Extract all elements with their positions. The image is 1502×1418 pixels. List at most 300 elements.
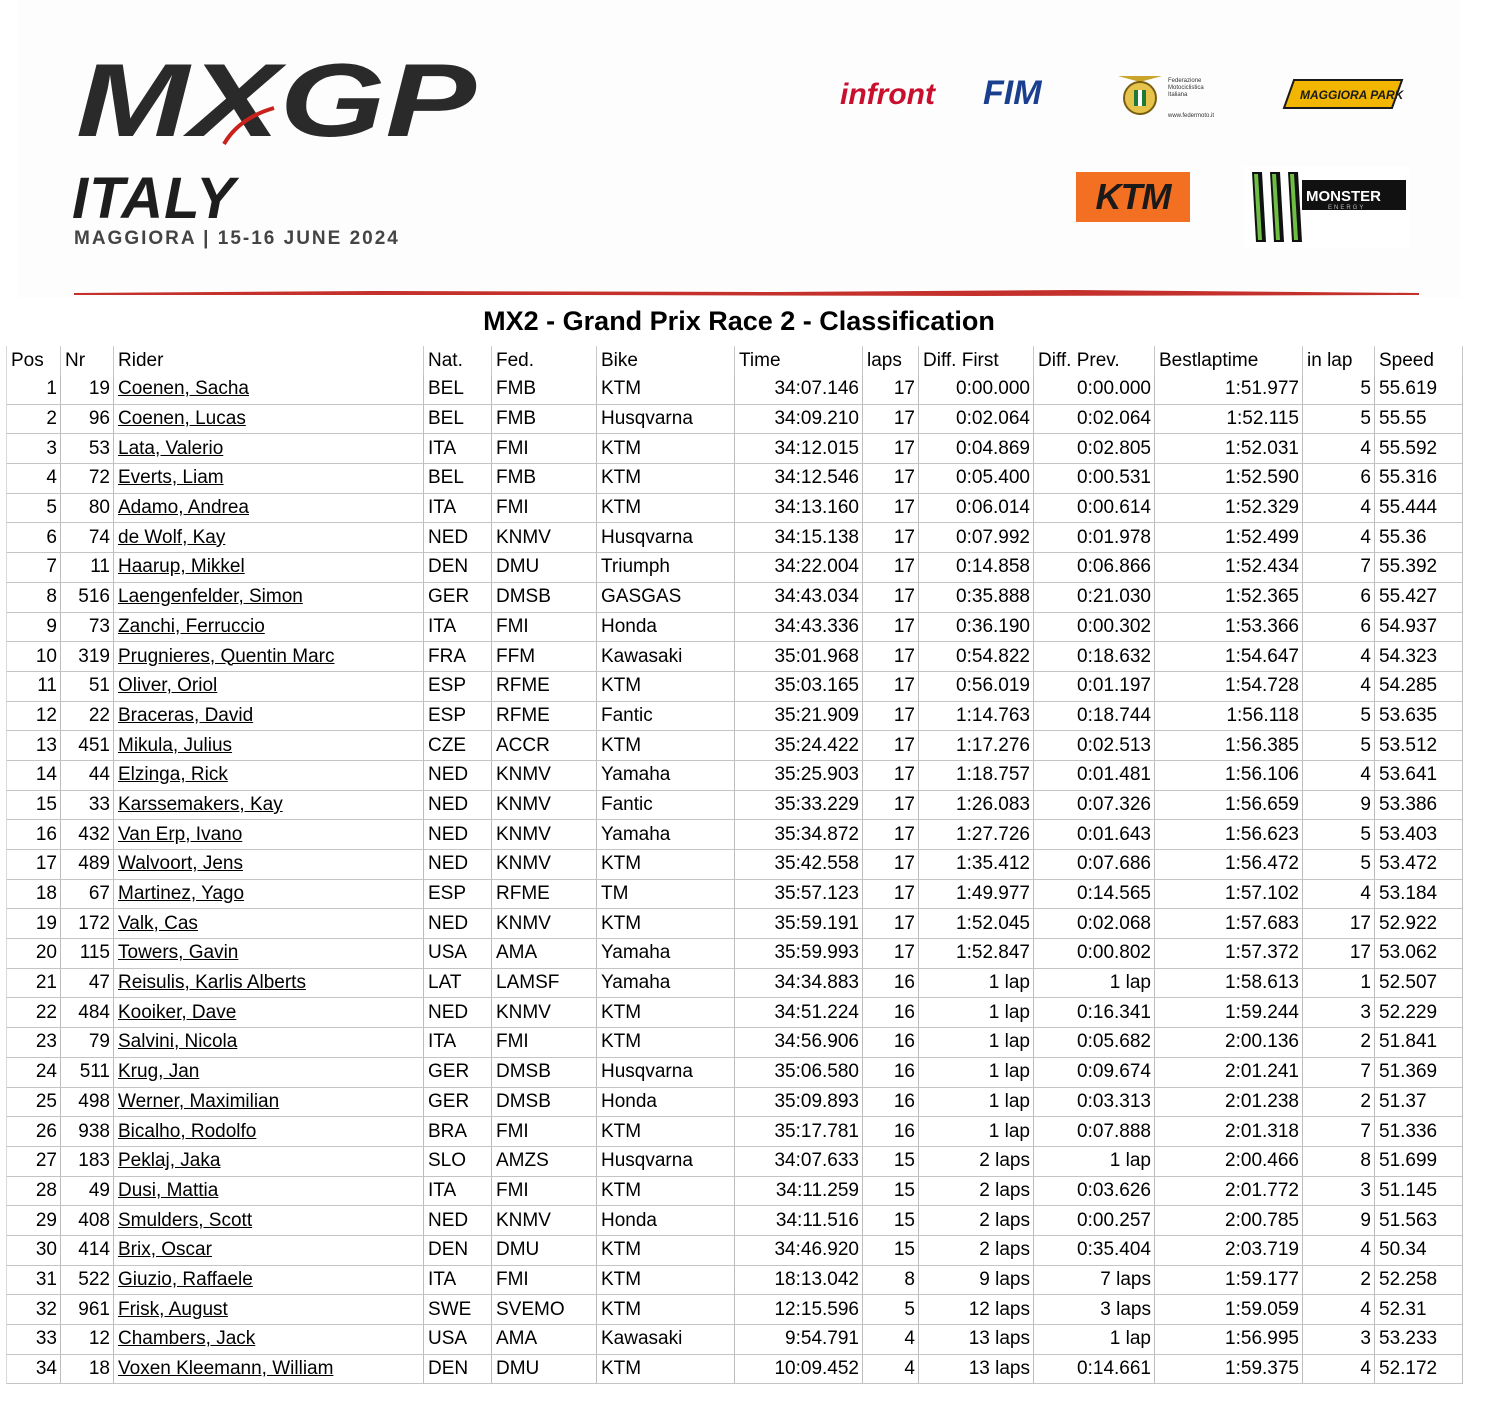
cell-fed: RFME (492, 702, 597, 732)
cell-time: 34:22.004 (735, 553, 863, 583)
cell-pos: 34 (6, 1355, 61, 1385)
cell-time: 34:07.146 (735, 375, 863, 405)
cell-pos: 3 (6, 434, 61, 464)
cell-speed: 50.34 (1375, 1236, 1463, 1266)
cell-nr: 51 (61, 672, 114, 702)
cell-diff-first: 1 lap (919, 998, 1034, 1028)
cell-diff-prev: 0:01.978 (1034, 523, 1155, 553)
cell-time: 34:15.138 (735, 523, 863, 553)
cell-time: 35:33.229 (735, 791, 863, 821)
cell-bike: GASGAS (597, 583, 735, 613)
cell-time: 9:54.791 (735, 1325, 863, 1355)
cell-nr: 19 (61, 375, 114, 405)
cell-diff-first: 0:54.822 (919, 642, 1034, 672)
cell-time: 34:12.546 (735, 464, 863, 494)
monster-text: MONSTER (1306, 188, 1381, 205)
cell-speed: 52.229 (1375, 998, 1463, 1028)
cell-rider[interactable]: Karssemakers, Kay (114, 791, 424, 821)
cell-pos: 4 (6, 464, 61, 494)
cell-in-lap: 4 (1303, 880, 1375, 910)
cell-nr: 49 (61, 1177, 114, 1207)
cell-diff-first: 1:52.045 (919, 909, 1034, 939)
column-header-in-lap: in lap (1303, 346, 1375, 375)
fmi-emblem-icon (1114, 70, 1166, 122)
cell-rider[interactable]: Oliver, Oriol (114, 672, 424, 702)
cell-rider[interactable]: Salvini, Nicola (114, 1028, 424, 1058)
cell-diff-first: 2 laps (919, 1177, 1034, 1207)
cell-fed: DMU (492, 1355, 597, 1385)
table-row (6, 969, 1463, 999)
cell-time: 34:11.259 (735, 1177, 863, 1207)
cell-laps: 5 (863, 1295, 919, 1325)
cell-time: 35:03.165 (735, 672, 863, 702)
cell-diff-prev: 0:14.565 (1034, 880, 1155, 910)
cell-diff-prev: 0:05.682 (1034, 1028, 1155, 1058)
cell-diff-first: 0:35.888 (919, 583, 1034, 613)
cell-nat: GER (424, 1058, 492, 1088)
cell-nat: GER (424, 1088, 492, 1118)
cell-laps: 17 (863, 613, 919, 643)
cell-rider[interactable]: Brix, Oscar (114, 1236, 424, 1266)
cell-diff-prev: 0:01.197 (1034, 672, 1155, 702)
cell-bike: KTM (597, 1117, 735, 1147)
column-header-nat: Nat. (424, 346, 492, 375)
cell-rider[interactable]: Werner, Maximilian (114, 1088, 424, 1118)
cell-speed: 53.233 (1375, 1325, 1463, 1355)
cell-pos: 16 (6, 820, 61, 850)
cell-nr: 489 (61, 850, 114, 880)
event-banner (18, 0, 1460, 298)
cell-fed: SVEMO (492, 1295, 597, 1325)
cell-laps: 17 (863, 820, 919, 850)
cell-nr: 498 (61, 1088, 114, 1118)
cell-nr: 432 (61, 820, 114, 850)
cell-time: 12:15.596 (735, 1295, 863, 1325)
cell-nr: 961 (61, 1295, 114, 1325)
fmi-url: www.federmoto.it (1168, 113, 1215, 119)
cell-laps: 17 (863, 791, 919, 821)
cell-in-lap: 4 (1303, 523, 1375, 553)
table-row (6, 464, 1463, 494)
cell-laps: 17 (863, 523, 919, 553)
cell-pos: 32 (6, 1295, 61, 1325)
cell-pos: 6 (6, 523, 61, 553)
cell-pos: 24 (6, 1058, 61, 1088)
cell-rider[interactable]: Van Erp, Ivano (114, 820, 424, 850)
cell-diff-first: 13 laps (919, 1355, 1034, 1385)
cell-nr: 319 (61, 642, 114, 672)
cell-bestlaptime: 1:56.118 (1155, 702, 1303, 732)
column-header-pos: Pos (6, 346, 61, 375)
cell-in-lap: 9 (1303, 1206, 1375, 1236)
cell-nat: ITA (424, 434, 492, 464)
table-row (6, 1058, 1463, 1088)
cell-time: 35:25.903 (735, 761, 863, 791)
event-venue-date: MAGGIORA | 15-16 JUNE 2024 (74, 228, 400, 249)
cell-in-lap: 4 (1303, 761, 1375, 791)
cell-rider[interactable]: Reisulis, Karlis Alberts (114, 969, 424, 999)
cell-nr: 53 (61, 434, 114, 464)
cell-time: 34:13.160 (735, 494, 863, 524)
cell-speed: 55.619 (1375, 375, 1463, 405)
cell-pos: 23 (6, 1028, 61, 1058)
cell-diff-first: 1:27.726 (919, 820, 1034, 850)
cell-bike: Honda (597, 1206, 735, 1236)
cell-time: 35:21.909 (735, 702, 863, 732)
cell-nat: SWE (424, 1295, 492, 1325)
cell-rider[interactable]: Martinez, Yago (114, 880, 424, 910)
cell-in-lap: 5 (1303, 850, 1375, 880)
maggiora-park-badge (1280, 78, 1406, 110)
cell-in-lap: 6 (1303, 583, 1375, 613)
cell-diff-first: 9 laps (919, 1266, 1034, 1296)
cell-nat: USA (424, 939, 492, 969)
mxgp-logo-text: MXGP (76, 48, 477, 159)
cell-bike: Honda (597, 1088, 735, 1118)
cell-nat: ESP (424, 672, 492, 702)
cell-nat: NED (424, 820, 492, 850)
cell-bestlaptime: 2:00.466 (1155, 1147, 1303, 1177)
cell-in-lap: 3 (1303, 1177, 1375, 1207)
cell-rider[interactable]: Elzinga, Rick (114, 761, 424, 791)
cell-laps: 8 (863, 1266, 919, 1296)
cell-bestlaptime: 1:57.683 (1155, 909, 1303, 939)
cell-time: 34:46.920 (735, 1236, 863, 1266)
cell-fed: DMSB (492, 583, 597, 613)
cell-laps: 17 (863, 375, 919, 405)
cell-laps: 15 (863, 1147, 919, 1177)
cell-rider[interactable]: Adamo, Andrea (114, 494, 424, 524)
cell-pos: 18 (6, 880, 61, 910)
cell-laps: 17 (863, 405, 919, 435)
cell-laps: 17 (863, 434, 919, 464)
cell-nat: BEL (424, 405, 492, 435)
cell-diff-first: 13 laps (919, 1325, 1034, 1355)
cell-diff-first: 0:07.992 (919, 523, 1034, 553)
cell-rider[interactable]: Chambers, Jack (114, 1325, 424, 1355)
cell-bestlaptime: 1:56.106 (1155, 761, 1303, 791)
cell-bestlaptime: 1:56.659 (1155, 791, 1303, 821)
cell-pos: 31 (6, 1266, 61, 1296)
cell-nr: 44 (61, 761, 114, 791)
cell-pos: 21 (6, 969, 61, 999)
cell-nr: 18 (61, 1355, 114, 1385)
cell-bike: Fantic (597, 791, 735, 821)
cell-in-lap: 4 (1303, 1355, 1375, 1385)
cell-time: 35:01.968 (735, 642, 863, 672)
cell-pos: 28 (6, 1177, 61, 1207)
cell-bike: KTM (597, 1295, 735, 1325)
cell-rider[interactable]: Dusi, Mattia (114, 1177, 424, 1207)
cell-rider[interactable]: Valk, Cas (114, 909, 424, 939)
cell-rider[interactable]: Haarup, Mikkel (114, 553, 424, 583)
cell-nr: 73 (61, 613, 114, 643)
cell-nr: 451 (61, 731, 114, 761)
cell-bestlaptime: 2:03.719 (1155, 1236, 1303, 1266)
cell-nat: DEN (424, 553, 492, 583)
cell-speed: 51.563 (1375, 1206, 1463, 1236)
cell-fed: KNMV (492, 909, 597, 939)
cell-bestlaptime: 1:52.031 (1155, 434, 1303, 464)
cell-rider[interactable]: Peklaj, Jaka (114, 1147, 424, 1177)
cell-rider[interactable]: Kooiker, Dave (114, 998, 424, 1028)
cell-pos: 17 (6, 850, 61, 880)
cell-speed: 51.37 (1375, 1088, 1463, 1118)
cell-diff-prev: 0:03.626 (1034, 1177, 1155, 1207)
cell-bike: TM (597, 880, 735, 910)
cell-diff-prev: 0:07.888 (1034, 1117, 1155, 1147)
cell-in-lap: 17 (1303, 939, 1375, 969)
cell-fed: FMB (492, 464, 597, 494)
cell-bestlaptime: 2:01.241 (1155, 1058, 1303, 1088)
cell-pos: 29 (6, 1206, 61, 1236)
table-row (6, 642, 1463, 672)
cell-in-lap: 5 (1303, 731, 1375, 761)
cell-nat: FRA (424, 642, 492, 672)
cell-bestlaptime: 1:57.102 (1155, 880, 1303, 910)
cell-speed: 55.592 (1375, 434, 1463, 464)
cell-time: 35:34.872 (735, 820, 863, 850)
table-row (6, 583, 1463, 613)
cell-time: 35:59.993 (735, 939, 863, 969)
cell-pos: 12 (6, 702, 61, 732)
cell-speed: 54.323 (1375, 642, 1463, 672)
cell-fed: DMU (492, 1236, 597, 1266)
cell-bike: Husqvarna (597, 1058, 735, 1088)
cell-pos: 20 (6, 939, 61, 969)
cell-diff-prev: 0:21.030 (1034, 583, 1155, 613)
cell-laps: 16 (863, 1088, 919, 1118)
cell-fed: DMSB (492, 1088, 597, 1118)
cell-bike: Fantic (597, 702, 735, 732)
cell-pos: 9 (6, 613, 61, 643)
cell-pos: 25 (6, 1088, 61, 1118)
table-row (6, 1325, 1463, 1355)
cell-nr: 522 (61, 1266, 114, 1296)
cell-laps: 17 (863, 642, 919, 672)
cell-bestlaptime: 1:59.375 (1155, 1355, 1303, 1385)
cell-fed: KNMV (492, 998, 597, 1028)
table-row (6, 1088, 1463, 1118)
cell-diff-first: 1 lap (919, 969, 1034, 999)
cell-rider[interactable]: Bicalho, Rodolfo (114, 1117, 424, 1147)
cell-rider[interactable]: Frisk, August (114, 1295, 424, 1325)
cell-fed: KNMV (492, 850, 597, 880)
column-header-bestlaptime: Bestlaptime (1155, 346, 1303, 375)
cell-pos: 13 (6, 731, 61, 761)
cell-nat: ESP (424, 702, 492, 732)
table-row (6, 1266, 1463, 1296)
cell-diff-first: 12 laps (919, 1295, 1034, 1325)
cell-nat: ITA (424, 1028, 492, 1058)
cell-nr: 11 (61, 553, 114, 583)
cell-nr: 47 (61, 969, 114, 999)
cell-nat: NED (424, 523, 492, 553)
cell-rider[interactable]: Giuzio, Raffaele (114, 1266, 424, 1296)
page-title: MX2 - Grand Prix Race 2 - Classification (483, 306, 995, 336)
cell-laps: 15 (863, 1206, 919, 1236)
cell-fed: ACCR (492, 731, 597, 761)
cell-nat: BEL (424, 464, 492, 494)
column-header-fed: Fed. (492, 346, 597, 375)
cell-rider[interactable]: Coenen, Lucas (114, 405, 424, 435)
cell-nr: 516 (61, 583, 114, 613)
cell-laps: 17 (863, 494, 919, 524)
cell-rider[interactable]: Towers, Gavin (114, 939, 424, 969)
cell-rider[interactable]: Zanchi, Ferruccio (114, 613, 424, 643)
cell-diff-prev: 0:00.302 (1034, 613, 1155, 643)
cell-bestlaptime: 1:59.059 (1155, 1295, 1303, 1325)
cell-pos: 26 (6, 1117, 61, 1147)
cell-time: 10:09.452 (735, 1355, 863, 1385)
cell-laps: 15 (863, 1236, 919, 1266)
cell-fed: DMSB (492, 1058, 597, 1088)
table-row (6, 1236, 1463, 1266)
cell-rider[interactable]: Krug, Jan (114, 1058, 424, 1088)
cell-diff-first: 0:36.190 (919, 613, 1034, 643)
cell-diff-prev: 1 lap (1034, 1325, 1155, 1355)
cell-in-lap: 7 (1303, 1117, 1375, 1147)
cell-time: 35:57.123 (735, 880, 863, 910)
cell-bike: Honda (597, 613, 735, 643)
cell-time: 34:51.224 (735, 998, 863, 1028)
cell-diff-prev: 0:06.866 (1034, 553, 1155, 583)
cell-diff-prev: 0:18.632 (1034, 642, 1155, 672)
cell-time: 34:12.015 (735, 434, 863, 464)
cell-speed: 52.258 (1375, 1266, 1463, 1296)
cell-speed: 55.55 (1375, 405, 1463, 435)
cell-rider[interactable]: Lata, Valerio (114, 434, 424, 464)
cell-diff-first: 2 laps (919, 1206, 1034, 1236)
table-row (6, 850, 1463, 880)
cell-bestlaptime: 1:54.647 (1155, 642, 1303, 672)
cell-in-lap: 2 (1303, 1028, 1375, 1058)
cell-bike: KTM (597, 850, 735, 880)
cell-time: 35:24.422 (735, 731, 863, 761)
table-row (6, 494, 1463, 524)
cell-rider[interactable]: Braceras, David (114, 702, 424, 732)
table-row (6, 1028, 1463, 1058)
cell-nat: ITA (424, 613, 492, 643)
cell-in-lap: 4 (1303, 1236, 1375, 1266)
cell-fed: KNMV (492, 820, 597, 850)
cell-laps: 16 (863, 1117, 919, 1147)
cell-bike: KTM (597, 494, 735, 524)
cell-in-lap: 9 (1303, 791, 1375, 821)
column-header-rider: Rider (114, 346, 424, 375)
cell-fed: FFM (492, 642, 597, 672)
cell-diff-first: 1:26.083 (919, 791, 1034, 821)
cell-rider[interactable]: Walvoort, Jens (114, 850, 424, 880)
cell-bestlaptime: 1:56.623 (1155, 820, 1303, 850)
cell-diff-first: 0:05.400 (919, 464, 1034, 494)
infront-logo: infront (840, 78, 935, 111)
cell-fed: FMB (492, 405, 597, 435)
cell-bike: KTM (597, 998, 735, 1028)
cell-diff-prev: 0:02.805 (1034, 434, 1155, 464)
cell-diff-prev: 0:01.481 (1034, 761, 1155, 791)
cell-rider[interactable]: Smulders, Scott (114, 1206, 424, 1236)
cell-diff-first: 0:14.858 (919, 553, 1034, 583)
cell-nat: NED (424, 791, 492, 821)
table-row (6, 1355, 1463, 1385)
cell-speed: 52.507 (1375, 969, 1463, 999)
cell-laps: 16 (863, 998, 919, 1028)
cell-in-lap: 6 (1303, 464, 1375, 494)
cell-nat: LAT (424, 969, 492, 999)
cell-nr: 484 (61, 998, 114, 1028)
cell-fed: RFME (492, 880, 597, 910)
cell-fed: KNMV (492, 761, 597, 791)
cell-speed: 55.392 (1375, 553, 1463, 583)
cell-laps: 17 (863, 583, 919, 613)
cell-pos: 19 (6, 909, 61, 939)
cell-in-lap: 4 (1303, 1295, 1375, 1325)
cell-in-lap: 4 (1303, 672, 1375, 702)
cell-rider[interactable]: Mikula, Julius (114, 731, 424, 761)
cell-bike: KTM (597, 1236, 735, 1266)
cell-speed: 55.36 (1375, 523, 1463, 553)
cell-nat: NED (424, 909, 492, 939)
cell-bestlaptime: 2:01.772 (1155, 1177, 1303, 1207)
cell-pos: 1 (6, 375, 61, 405)
cell-bestlaptime: 1:52.434 (1155, 553, 1303, 583)
cell-nat: DEN (424, 1236, 492, 1266)
cell-rider[interactable]: Voxen Kleemann, William (114, 1355, 424, 1385)
cell-rider[interactable]: Laengenfelder, Simon (114, 583, 424, 613)
cell-diff-prev: 1 lap (1034, 1147, 1155, 1177)
cell-time: 35:09.893 (735, 1088, 863, 1118)
cell-bestlaptime: 1:54.728 (1155, 672, 1303, 702)
cell-speed: 54.285 (1375, 672, 1463, 702)
cell-pos: 27 (6, 1147, 61, 1177)
cell-nat: ITA (424, 494, 492, 524)
cell-rider[interactable]: Prugnieres, Quentin Marc (114, 642, 424, 672)
table-row (6, 791, 1463, 821)
cell-diff-prev: 0:02.064 (1034, 405, 1155, 435)
cell-laps: 17 (863, 672, 919, 702)
cell-nat: ITA (424, 1177, 492, 1207)
cell-nat: BRA (424, 1117, 492, 1147)
table-row (6, 1117, 1463, 1147)
cell-bestlaptime: 1:56.472 (1155, 850, 1303, 880)
cell-laps: 17 (863, 731, 919, 761)
cell-diff-prev: 0:00.802 (1034, 939, 1155, 969)
cell-rider[interactable]: de Wolf, Kay (114, 523, 424, 553)
cell-pos: 11 (6, 672, 61, 702)
cell-bestlaptime: 1:59.244 (1155, 998, 1303, 1028)
cell-rider[interactable]: Coenen, Sacha (114, 375, 424, 405)
cell-in-lap: 1 (1303, 969, 1375, 999)
cell-speed: 53.635 (1375, 702, 1463, 732)
maggiora-park-logo (1280, 78, 1406, 110)
cell-nr: 33 (61, 791, 114, 821)
cell-bike: Kawasaki (597, 642, 735, 672)
cell-in-lap: 7 (1303, 553, 1375, 583)
cell-speed: 53.062 (1375, 939, 1463, 969)
cell-laps: 16 (863, 1058, 919, 1088)
fmi-line-1: Federazione (1168, 78, 1202, 84)
cell-nr: 74 (61, 523, 114, 553)
cell-rider[interactable]: Everts, Liam (114, 464, 424, 494)
cell-diff-first: 1:17.276 (919, 731, 1034, 761)
cell-diff-first: 1:14.763 (919, 702, 1034, 732)
cell-laps: 16 (863, 1028, 919, 1058)
cell-time: 34:07.633 (735, 1147, 863, 1177)
column-header-speed: Speed (1375, 346, 1463, 375)
table-row (6, 1147, 1463, 1177)
column-header-laps: laps (863, 346, 919, 375)
